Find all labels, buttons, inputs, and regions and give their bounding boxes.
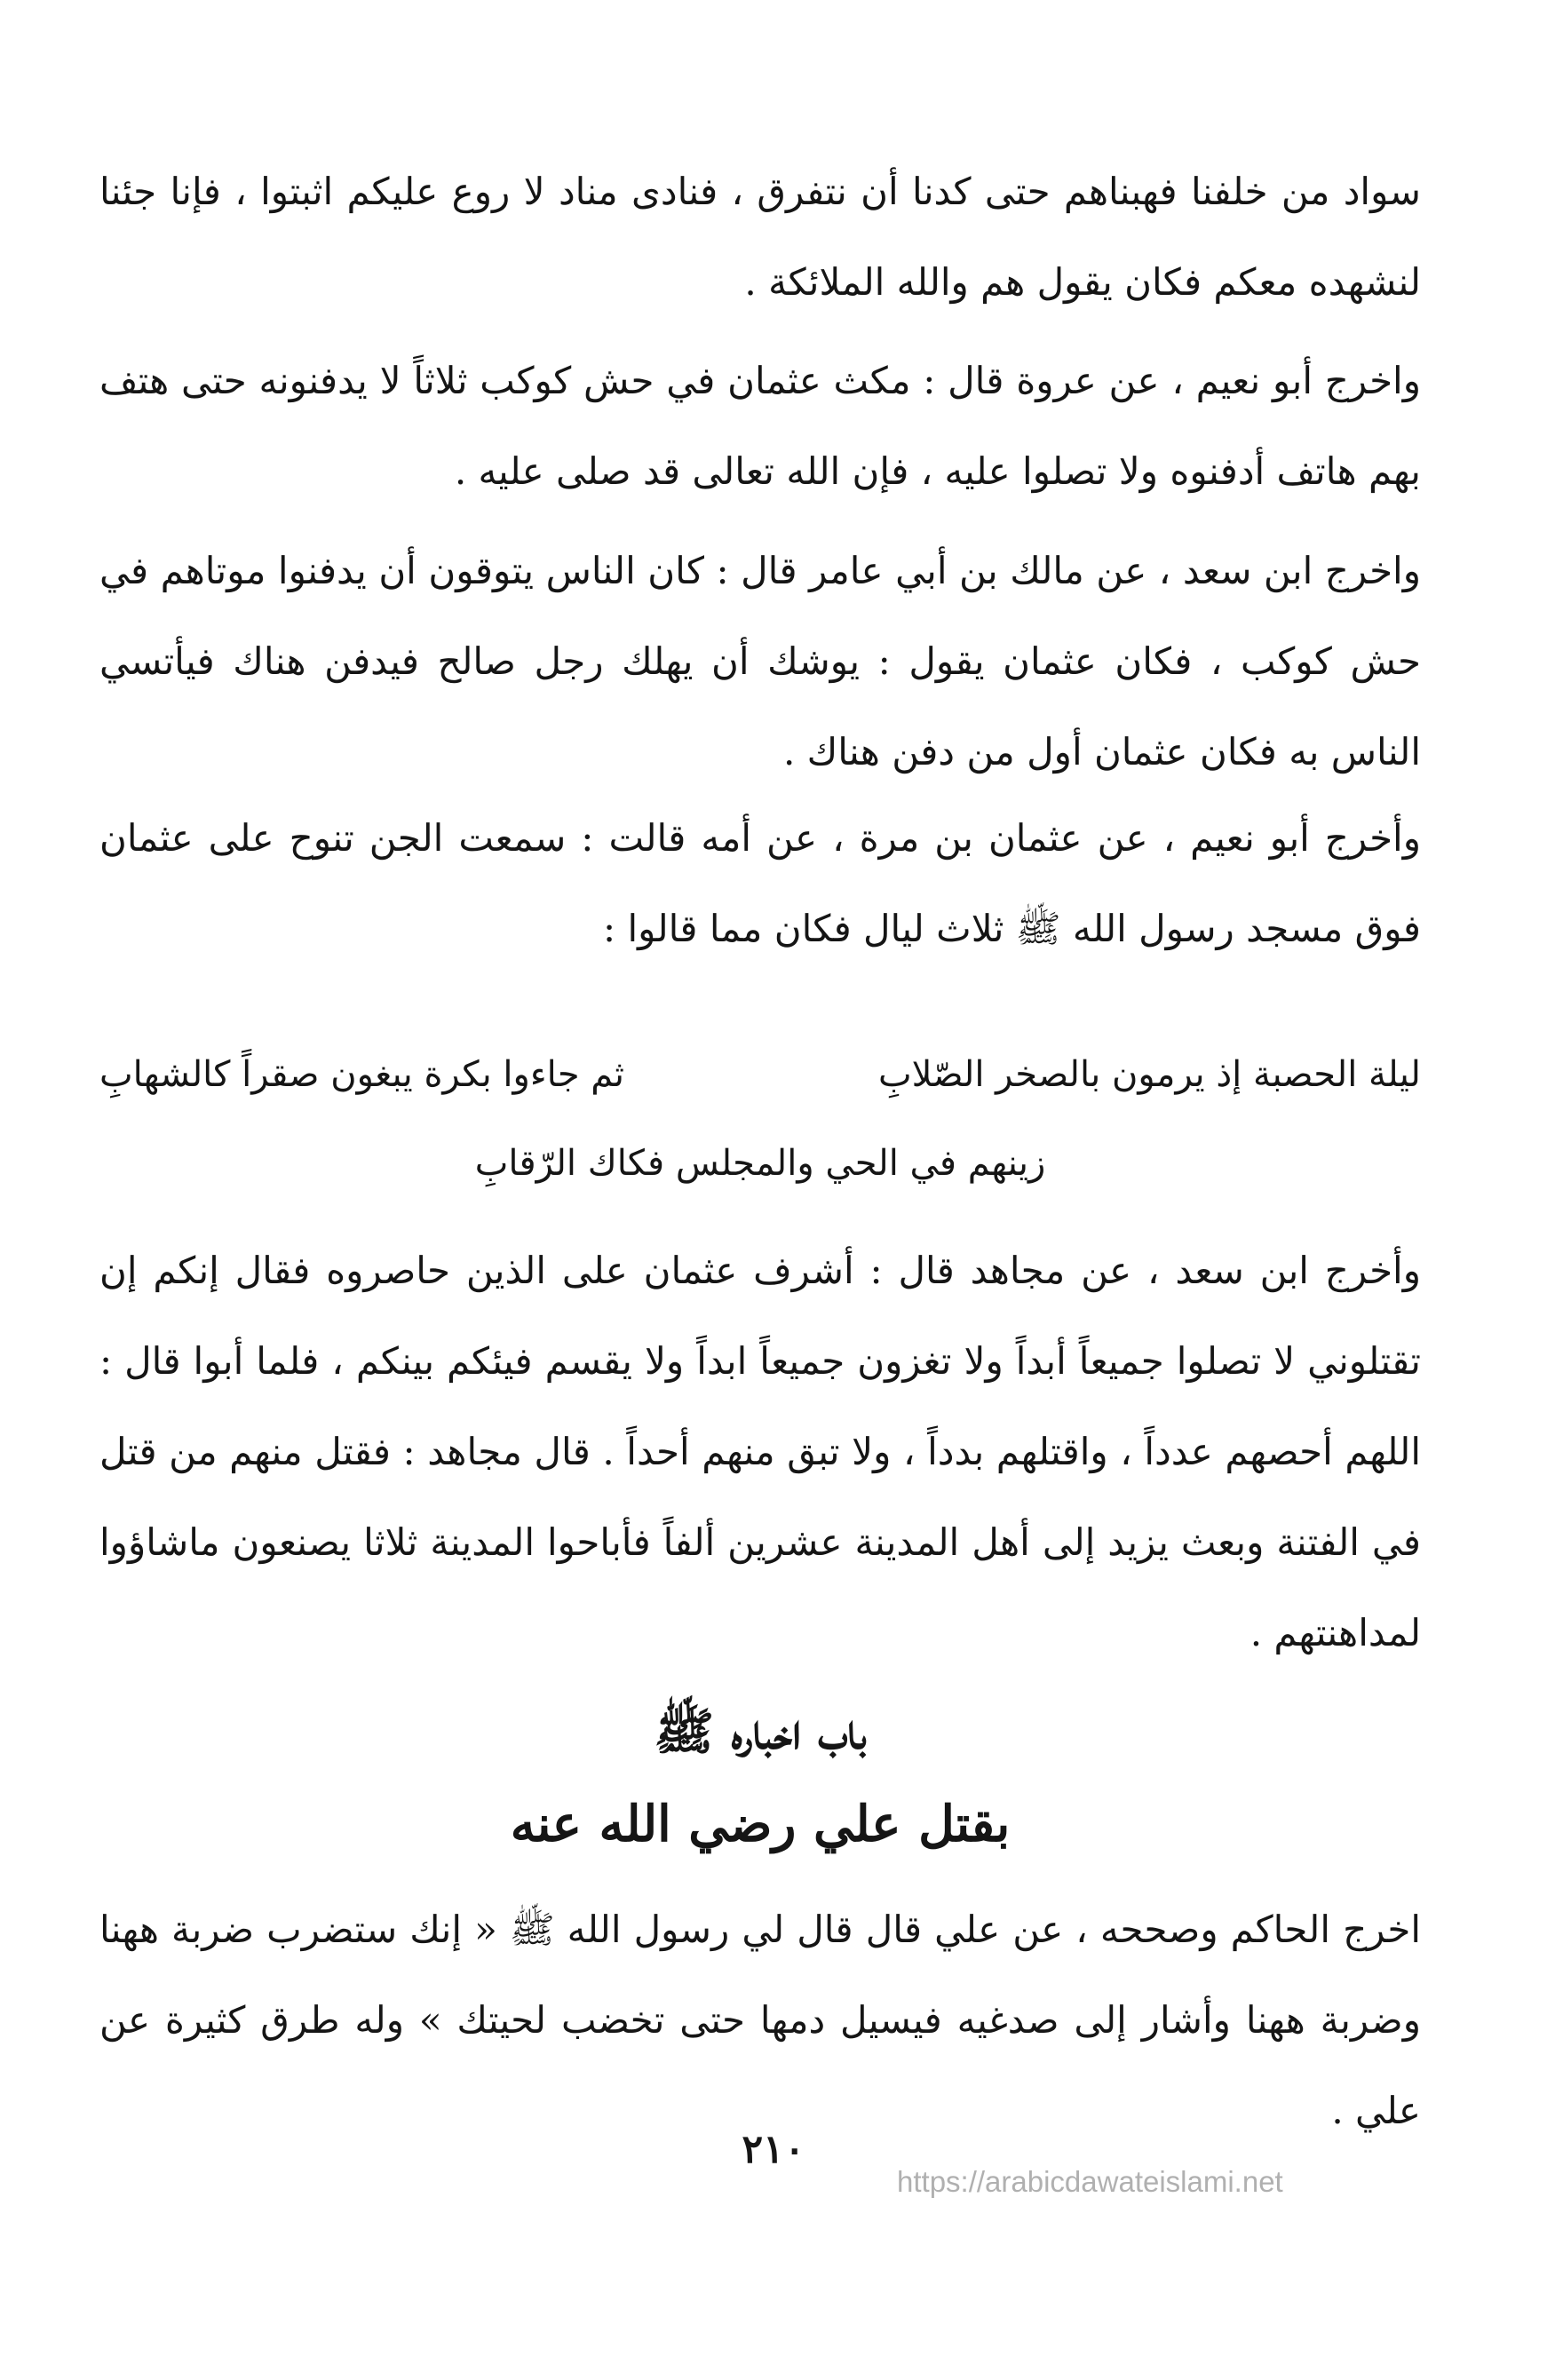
paragraph-ibn-sad-malik: واخرج ابن سعد ، عن مالك بن أبي عامر قال : كان الناس يتوقون أن يدفنوا موتاهم في حش كوكب ، فكان عثمان يقول : يوشك أن يهلك رجل صالح فيدفن هناك فيأتسي الناس به فكان عثمان أول من دفن هناك . [99, 549, 1421, 774]
paragraph-angels: سواد من خلفنا فهبناهم حتى كدنا أن نتفرق ، فنادى مناد لا روع عليكم اثبتوا ، فإنا جئنا لنشهده معكم فكان يقول هم والله الملائكة . [99, 170, 1421, 304]
paragraph-ibn-sad-mujahid: وأخرج ابن سعد ، عن مجاهد قال : أشرف عثمان على الذين حاصروه فقال إنكم إن تقتلوني لا تصلوا جميعاً أبداً ولا تغزون جميعاً ابداً ولا يقسم فيئكم بينكم ، فلما أبوا قال : اللهم أحصهم عدداً ، واقتلهم بدداً ، ولا تبق منهم أحداً . قال مجاهد : فقتل منهم من قتل في الفتنة وبعث يزيد إلى أهل المدينة عشرين ألفاً فأباحوا المدينة ثلاثا يصنعون ماشاؤوا لمداهنتهم . [99, 1249, 1421, 1654]
paragraph-hakim: اخرج الحاكم وصححه ، عن علي قال قال لي رسول الله ﷺ « إنك ستضرب ضربة ههنا وضربة ههنا وأشار إلى صدغيه فيسيل دمها حتى تخضب لحيتك » وله طرق كثيرة عن علي . [99, 1908, 1421, 2132]
verse-hemistich-left: ثم جاءوا بكرة يبغون صقراً كالشهابِ [99, 1054, 625, 1095]
page-number: ٢١٠ [742, 2127, 805, 2172]
verse-hemistich-right: ليلة الحصبة إذ يرمون بالصخر الصّلابِ [877, 1054, 1421, 1095]
poem-verse [99, 1030, 1421, 1208]
chapter-heading [99, 1686, 1421, 1870]
paragraph-abu-nuaym-urwa: واخرج أبو نعيم ، عن عروة قال : مكث عثمان في حش كوكب ثلاثاً لا يدفنونه حتى هتف بهم هاتف أدفنوه ولا تصلوا عليه ، فإن الله تعالى قد صلى عليه . [99, 359, 1421, 493]
verse-line-2: زينهم في الحي والمجلس فكاك الرّقابِ [474, 1143, 1046, 1184]
verse-line-1 [99, 1030, 1421, 1119]
chapter-heading-line-2: بقتل علي رضي الله عنه [510, 1795, 1011, 1853]
chapter-heading-line-1: باب اخباره ﷺ [654, 1702, 867, 1761]
paragraph-jinn-lament: وأخرج أبو نعيم ، عن عثمان بن مرة ، عن أمه قالت : سمعت الجن تنوح على عثمان فوق مسجد رسول الله ﷺ ثلاث ليال فكان مما قالوا : [99, 816, 1422, 950]
watermark-url: https://arabicdawateislami.net [897, 2165, 1283, 2198]
